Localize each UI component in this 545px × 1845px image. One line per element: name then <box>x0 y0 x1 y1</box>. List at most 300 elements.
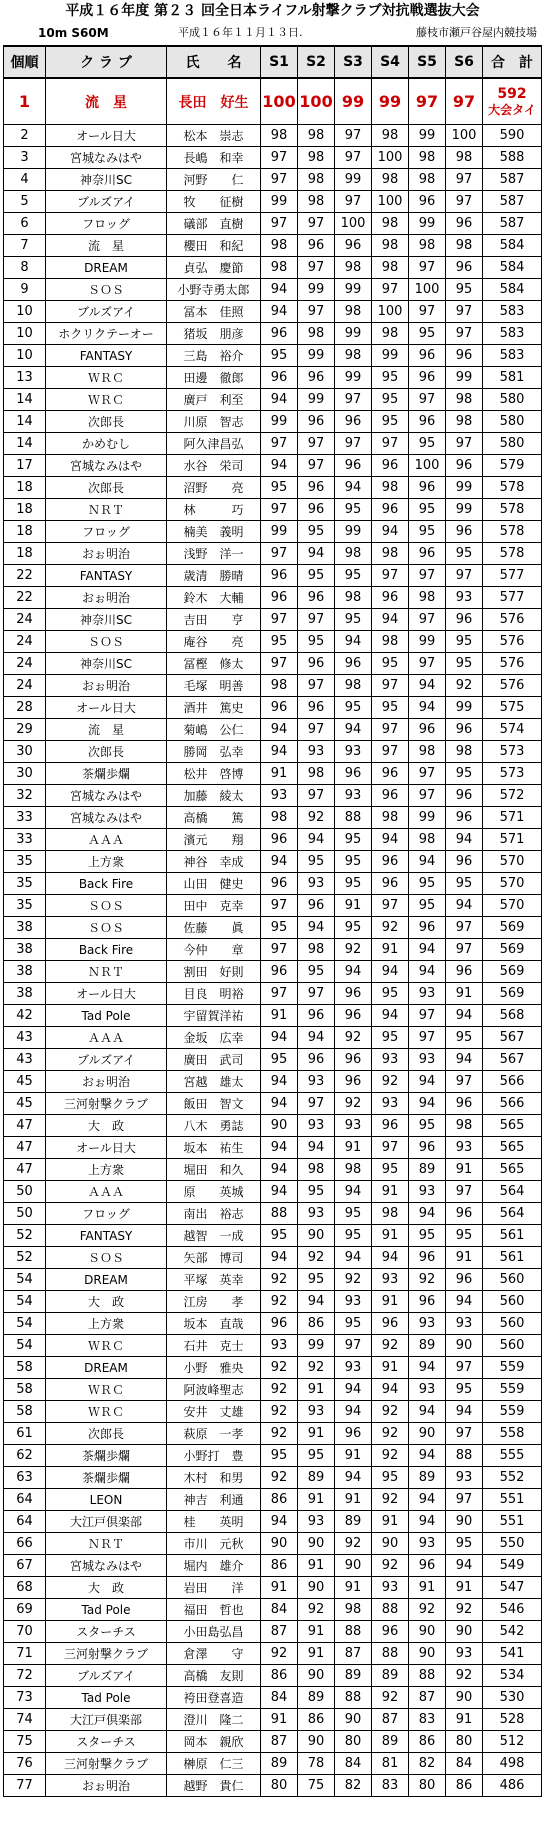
series-score-cell: 95 <box>298 961 335 983</box>
series-score-cell: 91 <box>446 1159 483 1181</box>
series-score-cell: 95 <box>298 1269 335 1291</box>
club-cell: 宮城なみはや <box>46 147 167 169</box>
table-row <box>4 279 542 301</box>
series-score-cell: 96 <box>335 1005 372 1027</box>
series-score-cell: 86 <box>261 1489 298 1511</box>
series-score-cell: 96 <box>335 1071 372 1093</box>
rank-cell: 63 <box>4 1467 46 1489</box>
series-score-cell: 91 <box>298 1379 335 1401</box>
total-cell: 580 <box>483 389 542 411</box>
name-cell: 長田 好生 <box>167 78 261 125</box>
series-score-cell: 86 <box>409 1731 446 1753</box>
name-cell: 坂本 祐生 <box>167 1137 261 1159</box>
series-score-cell: 100 <box>372 301 409 323</box>
table-row <box>4 1687 542 1709</box>
series-score-cell: 88 <box>335 1621 372 1643</box>
column-header-s1: S1 <box>261 46 298 78</box>
series-score-cell: 98 <box>298 763 335 785</box>
series-score-cell: 95 <box>446 543 483 565</box>
rank-cell: 72 <box>4 1665 46 1687</box>
series-score-cell: 97 <box>261 939 298 961</box>
series-score-cell: 95 <box>409 895 446 917</box>
rank-cell: 54 <box>4 1269 46 1291</box>
series-score-cell: 86 <box>446 1775 483 1797</box>
series-score-cell: 97 <box>298 433 335 455</box>
club-cell: ＳＯＳ <box>46 631 167 653</box>
series-score-cell: 94 <box>261 301 298 323</box>
series-score-cell: 96 <box>298 499 335 521</box>
series-score-cell: 100 <box>409 279 446 301</box>
series-score-cell: 97 <box>335 191 372 213</box>
club-cell: おぉ明治 <box>46 587 167 609</box>
name-cell: 越野 貴仁 <box>167 1775 261 1797</box>
rank-cell: 24 <box>4 653 46 675</box>
name-cell: 加藤 綾太 <box>167 785 261 807</box>
rank-cell: 18 <box>4 499 46 521</box>
column-header-name: 氏 名 <box>167 46 261 78</box>
series-score-cell: 98 <box>446 1115 483 1137</box>
name-cell: 割田 好則 <box>167 961 261 983</box>
series-score-cell: 86 <box>298 1709 335 1731</box>
rank-cell: 10 <box>4 323 46 345</box>
total-cell: 549 <box>483 1555 542 1577</box>
total-cell: 570 <box>483 851 542 873</box>
series-score-cell: 94 <box>372 1247 409 1269</box>
series-score-cell: 95 <box>261 345 298 367</box>
club-cell: ＮＲＴ <box>46 499 167 521</box>
name-cell: 勝岡 弘幸 <box>167 741 261 763</box>
series-score-cell: 97 <box>446 565 483 587</box>
series-score-cell: 91 <box>372 1225 409 1247</box>
series-score-cell: 96 <box>446 455 483 477</box>
series-score-cell: 94 <box>261 851 298 873</box>
series-score-cell: 89 <box>372 1665 409 1687</box>
rank-cell: 14 <box>4 433 46 455</box>
series-score-cell: 97 <box>409 763 446 785</box>
series-score-cell: 96 <box>409 345 446 367</box>
table-row <box>4 125 542 147</box>
series-score-cell: 93 <box>372 1269 409 1291</box>
series-score-cell: 96 <box>446 1269 483 1291</box>
club-cell: フロッグ <box>46 521 167 543</box>
name-cell: 牧 征樹 <box>167 191 261 213</box>
series-score-cell: 93 <box>409 983 446 1005</box>
series-score-cell: 94 <box>335 477 372 499</box>
series-score-cell: 96 <box>335 1423 372 1445</box>
series-score-cell: 94 <box>372 1005 409 1027</box>
club-cell: Tad Pole <box>46 1687 167 1709</box>
table-row <box>4 939 542 961</box>
series-score-cell: 94 <box>298 1027 335 1049</box>
total-cell: 578 <box>483 499 542 521</box>
series-score-cell: 95 <box>335 851 372 873</box>
table-row <box>4 499 542 521</box>
series-score-cell: 97 <box>261 653 298 675</box>
series-score-cell: 97 <box>372 1137 409 1159</box>
series-score-cell: 99 <box>446 499 483 521</box>
total-cell: 564 <box>483 1181 542 1203</box>
rank-cell: 38 <box>4 961 46 983</box>
series-score-cell: 93 <box>409 1181 446 1203</box>
series-score-cell: 96 <box>261 961 298 983</box>
series-score-cell: 95 <box>261 477 298 499</box>
total-cell: 570 <box>483 895 542 917</box>
club-cell: DREAM <box>46 1269 167 1291</box>
club-cell: オール日大 <box>46 697 167 719</box>
series-score-cell: 96 <box>409 367 446 389</box>
club-cell: ＡＡＡ <box>46 1181 167 1203</box>
series-score-cell: 99 <box>446 477 483 499</box>
total-cell: 576 <box>483 675 542 697</box>
total-cell: 530 <box>483 1687 542 1709</box>
series-score-cell: 97 <box>409 389 446 411</box>
club-cell: おぉ明治 <box>46 1775 167 1797</box>
series-score-cell: 88 <box>372 1599 409 1621</box>
club-cell: ブルズアイ <box>46 191 167 213</box>
series-score-cell: 96 <box>298 1005 335 1027</box>
series-score-cell: 98 <box>372 213 409 235</box>
series-score-cell: 95 <box>335 565 372 587</box>
series-score-cell: 87 <box>335 1643 372 1665</box>
name-cell: 南出 裕志 <box>167 1203 261 1225</box>
series-score-cell: 100 <box>298 78 335 125</box>
subheader <box>0 24 545 42</box>
series-score-cell: 90 <box>446 1511 483 1533</box>
name-cell: 山田 健史 <box>167 873 261 895</box>
table-row <box>4 521 542 543</box>
club-cell: 茶爛歩爛 <box>46 1467 167 1489</box>
name-cell: 越智 一成 <box>167 1225 261 1247</box>
series-score-cell: 94 <box>409 1357 446 1379</box>
series-score-cell: 96 <box>446 609 483 631</box>
rank-cell: 17 <box>4 455 46 477</box>
rank-cell: 64 <box>4 1489 46 1511</box>
name-cell: 宇留賀洋祐 <box>167 1005 261 1027</box>
table-row <box>4 191 542 213</box>
rank-cell: 76 <box>4 1753 46 1775</box>
rank-cell: 47 <box>4 1137 46 1159</box>
series-score-cell: 96 <box>446 961 483 983</box>
series-score-cell: 94 <box>446 1401 483 1423</box>
series-score-cell: 94 <box>261 1159 298 1181</box>
table-row <box>4 1005 542 1027</box>
table-row <box>4 587 542 609</box>
header-row <box>4 46 542 78</box>
series-score-cell: 98 <box>261 675 298 697</box>
series-score-cell: 99 <box>409 213 446 235</box>
total-cell: 571 <box>483 829 542 851</box>
series-score-cell: 90 <box>372 1533 409 1555</box>
series-score-cell: 96 <box>446 257 483 279</box>
name-cell: 市川 元秋 <box>167 1533 261 1555</box>
series-score-cell: 87 <box>261 1621 298 1643</box>
series-score-cell: 92 <box>261 1467 298 1489</box>
series-score-cell: 99 <box>409 631 446 653</box>
table-row <box>4 213 542 235</box>
name-cell: 澄川 隆二 <box>167 1709 261 1731</box>
series-score-cell: 98 <box>298 939 335 961</box>
rank-cell: 18 <box>4 521 46 543</box>
series-score-cell: 92 <box>298 807 335 829</box>
series-score-cell: 97 <box>298 983 335 1005</box>
series-score-cell: 93 <box>298 1115 335 1137</box>
table-row <box>4 1181 542 1203</box>
name-cell: 高橋 篤 <box>167 807 261 829</box>
rank-cell: 52 <box>4 1225 46 1247</box>
series-score-cell: 96 <box>298 697 335 719</box>
series-score-cell: 96 <box>372 873 409 895</box>
series-score-cell: 94 <box>298 917 335 939</box>
series-score-cell: 80 <box>261 1775 298 1797</box>
table-row <box>4 477 542 499</box>
club-cell: 上方衆 <box>46 1159 167 1181</box>
club-cell: FANTASY <box>46 565 167 587</box>
venue-label: 藤枝市瀬戸谷屋内競技場 <box>416 26 537 39</box>
series-score-cell: 91 <box>261 1709 298 1731</box>
rank-cell: 3 <box>4 147 46 169</box>
name-cell: 廣戸 利至 <box>167 389 261 411</box>
series-score-cell: 92 <box>335 1027 372 1049</box>
series-score-cell: 94 <box>372 829 409 851</box>
rank-cell: 5 <box>4 191 46 213</box>
total-cell: 555 <box>483 1445 542 1467</box>
rank-cell: 18 <box>4 543 46 565</box>
series-score-cell: 91 <box>335 1489 372 1511</box>
series-score-cell: 95 <box>372 411 409 433</box>
table-row <box>4 1467 542 1489</box>
table-row <box>4 1049 542 1071</box>
total-cell: 576 <box>483 631 542 653</box>
name-cell: 佐藤 眞 <box>167 917 261 939</box>
series-score-cell: 92 <box>372 1555 409 1577</box>
club-cell: ＮＲＴ <box>46 961 167 983</box>
column-header-s6: S6 <box>446 46 483 78</box>
club-cell: 神奈川SC <box>46 653 167 675</box>
name-cell: 林 巧 <box>167 499 261 521</box>
series-score-cell: 94 <box>335 1467 372 1489</box>
series-score-cell: 88 <box>335 807 372 829</box>
series-score-cell: 96 <box>372 587 409 609</box>
series-score-cell: 96 <box>335 1049 372 1071</box>
table-row <box>4 367 542 389</box>
rank-cell: 38 <box>4 939 46 961</box>
series-score-cell: 97 <box>446 1181 483 1203</box>
table-row <box>4 433 542 455</box>
name-cell: 桂 英明 <box>167 1511 261 1533</box>
series-score-cell: 94 <box>335 719 372 741</box>
name-cell: 小野寺勇太郎 <box>167 279 261 301</box>
series-score-cell: 93 <box>409 1049 446 1071</box>
series-score-cell: 95 <box>372 1027 409 1049</box>
club-cell: 流 星 <box>46 78 167 125</box>
series-score-cell: 95 <box>298 851 335 873</box>
series-score-cell: 89 <box>298 1467 335 1489</box>
name-cell: 歳清 勝晴 <box>167 565 261 587</box>
series-score-cell: 94 <box>261 389 298 411</box>
name-cell: 八木 勇誌 <box>167 1115 261 1137</box>
name-cell: 楠美 義明 <box>167 521 261 543</box>
series-score-cell: 98 <box>372 323 409 345</box>
series-score-cell: 97 <box>261 499 298 521</box>
club-cell: LEON <box>46 1489 167 1511</box>
series-score-cell: 91 <box>446 983 483 1005</box>
series-score-cell: 94 <box>298 1137 335 1159</box>
series-score-cell: 86 <box>261 1555 298 1577</box>
series-score-cell: 98 <box>335 301 372 323</box>
series-score-cell: 92 <box>372 1687 409 1709</box>
series-score-cell: 96 <box>409 477 446 499</box>
series-score-cell: 99 <box>335 279 372 301</box>
series-score-cell: 95 <box>446 763 483 785</box>
name-cell: 庵谷 亮 <box>167 631 261 653</box>
series-score-cell: 93 <box>409 1313 446 1335</box>
series-score-cell: 95 <box>261 1225 298 1247</box>
club-cell: 三河射撃クラブ <box>46 1643 167 1665</box>
series-score-cell: 94 <box>335 1181 372 1203</box>
total-cell: 569 <box>483 983 542 1005</box>
series-score-cell: 99 <box>335 323 372 345</box>
series-score-cell: 99 <box>261 411 298 433</box>
table-row <box>4 851 542 873</box>
club-cell: 上方衆 <box>46 1313 167 1335</box>
series-score-cell: 99 <box>298 279 335 301</box>
total-cell: 560 <box>483 1291 542 1313</box>
series-score-cell: 90 <box>409 1643 446 1665</box>
series-score-cell: 91 <box>298 1621 335 1643</box>
name-cell: 阿波峰聖志 <box>167 1379 261 1401</box>
name-cell: 冨本 佳照 <box>167 301 261 323</box>
column-header-total: 合 計 <box>483 46 542 78</box>
total-cell: 498 <box>483 1753 542 1775</box>
table-row <box>4 895 542 917</box>
rank-cell: 7 <box>4 235 46 257</box>
name-cell: 冨樫 修太 <box>167 653 261 675</box>
series-score-cell: 93 <box>298 1401 335 1423</box>
rank-cell: 1 <box>4 78 46 125</box>
club-cell: 三河射撃クラブ <box>46 1093 167 1115</box>
name-cell: 木村 和男 <box>167 1467 261 1489</box>
table-row <box>4 411 542 433</box>
series-score-cell: 95 <box>409 873 446 895</box>
series-score-cell: 93 <box>409 1379 446 1401</box>
total-cell: 587 <box>483 169 542 191</box>
series-score-cell: 96 <box>298 411 335 433</box>
table-row <box>4 1533 542 1555</box>
series-score-cell: 95 <box>298 1445 335 1467</box>
series-score-cell: 95 <box>335 1203 372 1225</box>
series-score-cell: 92 <box>261 1291 298 1313</box>
series-score-cell: 92 <box>335 1269 372 1291</box>
table-row <box>4 1731 542 1753</box>
rank-cell: 29 <box>4 719 46 741</box>
rank-cell: 33 <box>4 829 46 851</box>
club-cell: かめむし <box>46 433 167 455</box>
total-cell: 577 <box>483 565 542 587</box>
club-cell: フロッグ <box>46 1203 167 1225</box>
name-cell: 田中 克幸 <box>167 895 261 917</box>
series-score-cell: 88 <box>261 1203 298 1225</box>
series-score-cell: 98 <box>409 587 446 609</box>
series-score-cell: 98 <box>372 1203 409 1225</box>
series-score-cell: 98 <box>446 389 483 411</box>
series-score-cell: 97 <box>409 653 446 675</box>
series-score-cell: 96 <box>261 367 298 389</box>
series-score-cell: 84 <box>261 1687 298 1709</box>
name-cell: 江房 孝 <box>167 1291 261 1313</box>
series-score-cell: 94 <box>409 961 446 983</box>
series-score-cell: 78 <box>298 1753 335 1775</box>
series-score-cell: 98 <box>409 147 446 169</box>
series-score-cell: 93 <box>335 1115 372 1137</box>
series-score-cell: 98 <box>372 235 409 257</box>
series-score-cell: 98 <box>409 235 446 257</box>
rank-cell: 13 <box>4 367 46 389</box>
name-cell: 松本 崇志 <box>167 125 261 147</box>
series-score-cell: 95 <box>409 433 446 455</box>
series-score-cell: 94 <box>261 741 298 763</box>
series-score-cell: 97 <box>372 565 409 587</box>
rank-cell: 4 <box>4 169 46 191</box>
name-cell: 目良 明裕 <box>167 983 261 1005</box>
total-cell: 569 <box>483 961 542 983</box>
series-score-cell: 97 <box>298 301 335 323</box>
total-cell: 528 <box>483 1709 542 1731</box>
series-score-cell: 90 <box>335 1555 372 1577</box>
rank-cell: 58 <box>4 1401 46 1423</box>
name-cell: 坂本 直哉 <box>167 1313 261 1335</box>
rank-cell: 8 <box>4 257 46 279</box>
rank-cell: 38 <box>4 917 46 939</box>
series-score-cell: 94 <box>261 1181 298 1203</box>
table-row <box>4 631 542 653</box>
name-cell: 毛塚 明善 <box>167 675 261 697</box>
column-header-s2: S2 <box>298 46 335 78</box>
series-score-cell: 96 <box>446 213 483 235</box>
table-row <box>4 389 542 411</box>
series-score-cell: 96 <box>372 785 409 807</box>
series-score-cell: 97 <box>446 1071 483 1093</box>
series-score-cell: 96 <box>335 235 372 257</box>
series-score-cell: 96 <box>446 1203 483 1225</box>
table-row <box>4 917 542 939</box>
name-cell: 酒井 篤史 <box>167 697 261 719</box>
series-score-cell: 90 <box>298 1731 335 1753</box>
results-table <box>3 45 542 1797</box>
club-cell: おぉ明治 <box>46 543 167 565</box>
series-score-cell: 91 <box>372 1291 409 1313</box>
total-cell: 578 <box>483 543 542 565</box>
series-score-cell: 94 <box>446 895 483 917</box>
series-score-cell: 96 <box>409 1555 446 1577</box>
series-score-cell: 97 <box>409 78 446 125</box>
name-cell: 川原 智志 <box>167 411 261 433</box>
series-score-cell: 98 <box>372 257 409 279</box>
series-score-cell: 90 <box>298 1533 335 1555</box>
series-score-cell: 90 <box>261 1533 298 1555</box>
club-cell: ブルズアイ <box>46 1665 167 1687</box>
series-score-cell: 94 <box>335 631 372 653</box>
series-score-cell: 96 <box>409 543 446 565</box>
series-score-cell: 92 <box>446 1665 483 1687</box>
series-score-cell: 95 <box>372 389 409 411</box>
series-score-cell: 94 <box>409 1489 446 1511</box>
table-row <box>4 719 542 741</box>
series-score-cell: 91 <box>446 1709 483 1731</box>
series-score-cell: 98 <box>372 169 409 191</box>
name-cell: 小野打 豊 <box>167 1445 261 1467</box>
series-score-cell: 92 <box>261 1357 298 1379</box>
club-cell: 宮城なみはや <box>46 807 167 829</box>
